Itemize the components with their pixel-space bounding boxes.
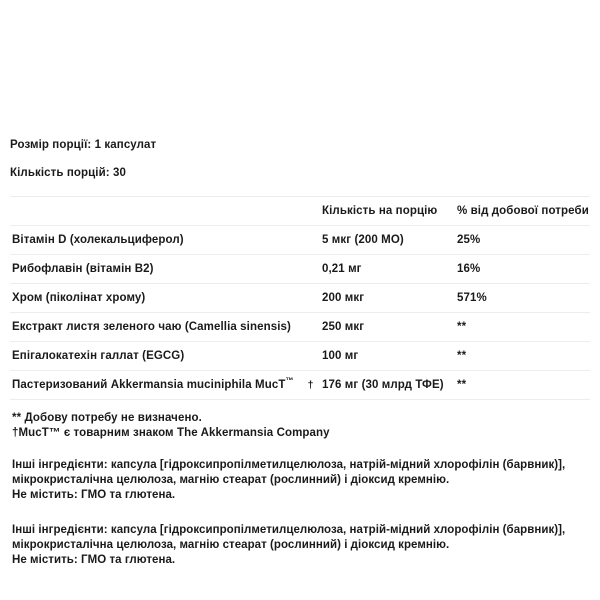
nutrient-daily-value: ** (457, 350, 467, 362)
other-ingredients-text: Інші інгредієнти: капсула [гідроксипропілметилцелюлоза, натрій-мідний хлорофілін (барвник)], мікрокристалічна целюлоза, магнію стеарат (рослинний) і діоксид кремнію. (12, 524, 566, 551)
trademark-symbol: ™ (285, 376, 294, 386)
nutrient-name: Епігалокатехін галлат (EGCG) (12, 350, 185, 362)
nutrient-amount: 100 мг (322, 350, 359, 362)
nutrient-name-text: Пастеризований Akkermansia muciniphila MucT (12, 379, 286, 391)
nutrient-name (10, 371, 322, 400)
nutrient-daily-value: ** (457, 379, 467, 391)
serving-size-line: Розмір порції: 1 капсулат (10, 139, 157, 151)
table-header-row (10, 197, 590, 226)
servings-per-container-line: Кількість порцій: 30 (10, 167, 126, 179)
nutrient-name: Хром (піколінат хрому) (12, 292, 146, 304)
column-header-amount-per-serving: Кількість на порцію (322, 205, 438, 217)
free-from-text: Не містить: ГМО та глютена. (12, 554, 176, 566)
table-body (10, 226, 590, 400)
nutrient-daily-value: 25% (457, 234, 481, 246)
nutrient-name: Екстракт листя зеленого чаю (Camellia sinensis) (12, 321, 291, 333)
serving-information (10, 0, 590, 180)
nutrient-name: Вітамін D (холекальциферол) (12, 234, 184, 246)
table-row (10, 284, 590, 313)
table-row (10, 371, 590, 400)
nutrient-amount: 250 мкг (322, 321, 365, 333)
table-row (10, 255, 590, 284)
nutrient-daily-value: ** (457, 321, 467, 333)
nutrient-amount: 176 мг (30 млрд ТФЕ) (322, 379, 444, 391)
nutrient-name: Рибофлавін (вітамін B2) (12, 263, 154, 275)
column-header-daily-value: % від добової потреби (457, 205, 589, 217)
table-header (10, 197, 590, 226)
other-ingredients-text: Інші інгредієнти: капсула [гідроксипропілметилцелюлоза, натрій-мідний хлорофілін (барвник)], мікрокристалічна целюлоза, магнію стеарат (рослинний) і діоксид кремнію. (12, 459, 566, 486)
nutrient-amount: 200 мкг (322, 292, 365, 304)
table-row (10, 226, 590, 255)
nutrient-amount: 0,21 мг (322, 263, 362, 275)
other-ingredients-block-1 (10, 458, 590, 503)
nutrient-daily-value: 16% (457, 263, 481, 275)
free-from-text: Не містить: ГМО та глютена. (12, 489, 176, 501)
other-ingredients-block-2 (10, 523, 590, 568)
table-row (10, 342, 590, 371)
nutrient-daily-value: 571% (457, 292, 487, 304)
dagger-symbol: † (307, 379, 314, 391)
daily-value-footnote: ** Добову потребу не визначено. (12, 412, 202, 424)
column-header-nutrient (10, 197, 322, 226)
table-row (10, 313, 590, 342)
nutrient-amount: 5 мкг (200 МО) (322, 234, 404, 246)
footnotes (10, 411, 590, 440)
trademark-footnote: †MucT™ є товарним знаком The Akkermansia Company (12, 426, 330, 439)
supplement-facts-table (10, 196, 590, 400)
